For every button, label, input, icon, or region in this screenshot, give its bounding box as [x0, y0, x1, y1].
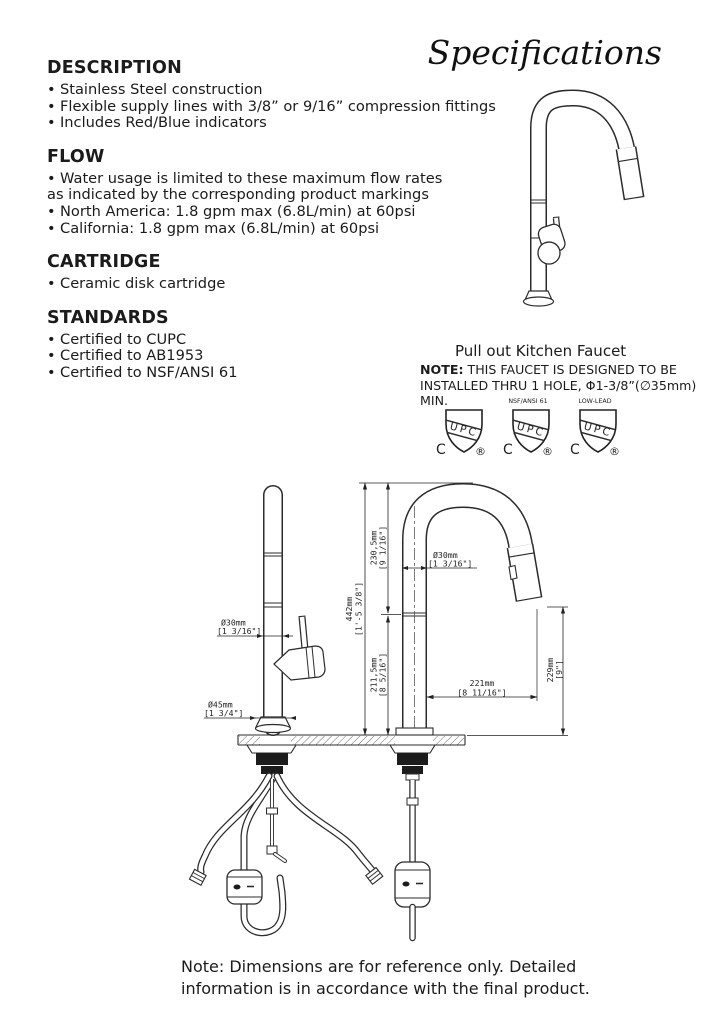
svg-text:[9"]: [9"] [554, 660, 564, 680]
section-flow [47, 146, 487, 237]
upc-shield-icon [436, 406, 486, 456]
spec-text-column [47, 57, 496, 394]
description-item [47, 115, 487, 132]
bullet-glyph: • [47, 97, 56, 115]
standards-item-text: Certified to CUPC [60, 330, 187, 348]
upc-badge [436, 397, 486, 460]
flow-heading: FLOW [47, 146, 105, 167]
standards-item-text: Certified to AB1953 [60, 347, 204, 365]
bullet-glyph: • [47, 219, 56, 237]
upc-shield-icon [570, 406, 620, 456]
page-title: Specifications [427, 33, 662, 72]
countertop-deck [238, 735, 465, 745]
flow-item [47, 171, 487, 188]
svg-text:211,5mm: 211,5mm [368, 657, 379, 693]
svg-text:[1 3/4"]: [1 3/4"] [204, 708, 244, 718]
flow-item [47, 204, 487, 221]
footer-note [181, 956, 590, 999]
section-cartridge [47, 251, 487, 293]
faucet-illustration [485, 88, 665, 316]
svg-text:®: ® [542, 445, 553, 456]
description-item [47, 82, 487, 99]
description-item-text: Stainless Steel construction [60, 81, 263, 98]
svg-text:C: C [436, 442, 446, 456]
bullet-glyph: • [47, 114, 56, 132]
upc-nsf-badge [503, 397, 553, 460]
bullet-glyph: • [47, 275, 56, 293]
flow-item-text: Water usage is limited to these maximum flow rates [60, 169, 443, 187]
svg-text:UPC: UPC [515, 420, 547, 440]
certification-badges [436, 397, 620, 460]
cartridge-item [47, 276, 487, 293]
install-note-line1: THIS FAUCET IS DESIGNED TO BE [467, 362, 677, 377]
bullet-glyph: • [47, 202, 56, 220]
description-heading: DESCRIPTION [47, 58, 182, 78]
badge-label: LOW-LEAD [578, 398, 612, 405]
cartridge-item-text: Ceramic disk cartridge [60, 275, 226, 293]
standards-item [47, 332, 487, 349]
description-item [47, 97, 496, 116]
svg-text:221mm: 221mm [469, 678, 495, 688]
bullet-glyph: • [47, 81, 56, 98]
svg-text:UPC: UPC [448, 420, 480, 440]
install-note-label: NOTE: [420, 362, 464, 377]
flow-item-text: North America: 1.8 gpm max (6.8L/min) at 60psi [60, 202, 416, 220]
svg-text:®: ® [609, 445, 620, 456]
svg-text:[1'-5 3/8"]: [1'-5 3/8"] [353, 581, 364, 637]
footer-note-line1: Note: Dimensions are for reference only. Detailed [181, 957, 577, 976]
svg-text:[1 3/16"]: [1 3/16"] [217, 626, 262, 636]
install-note-line2: INSTALLED THRU 1 HOLE, Φ1-3/8”(∅35mm) MIN. [420, 377, 697, 408]
bullet-glyph: • [47, 347, 56, 365]
standards-item-text: Certified to NSF/ANSI 61 [60, 363, 238, 381]
faucet-front-view [256, 495, 326, 733]
bullet-glyph: • [47, 330, 56, 348]
supply-lines-left [189, 745, 382, 933]
badge-label [436, 397, 486, 406]
svg-text:[8 11/16"]: [8 11/16"] [457, 687, 507, 698]
upc-shield-icon [503, 406, 553, 456]
svg-text:229mm: 229mm [545, 657, 555, 683]
svg-text:C: C [503, 442, 513, 456]
svg-text:C: C [570, 442, 580, 456]
svg-text:[9 1/16"]: [9 1/16"] [377, 525, 388, 571]
svg-text:Ø30mm: Ø30mm [433, 550, 458, 560]
bullet-glyph: • [47, 363, 56, 381]
standards-heading: STANDARDS [47, 307, 169, 328]
flow-item-continuation: as indicated by the corresponding product markings [47, 186, 429, 204]
upc-lowlead-badge [570, 397, 620, 460]
svg-text:442mm: 442mm [344, 596, 354, 622]
product-label: Pull out Kitchen Faucet [455, 342, 627, 360]
section-description [47, 57, 496, 132]
supply-line-right [390, 745, 435, 938]
svg-text:[1 3/16"]: [1 3/16"] [428, 558, 473, 569]
bullet-glyph: • [47, 169, 56, 187]
svg-text:®: ® [475, 445, 486, 456]
badge-label: NSF/ANSI 61 [508, 398, 548, 405]
description-item-text: Flexible supply lines with 3/8” or 9/16” compression fittings [60, 97, 496, 115]
svg-text:Ø45mm: Ø45mm [208, 699, 233, 710]
faucet-side-view [396, 496, 542, 736]
svg-text:UPC: UPC [582, 420, 614, 440]
svg-text:230,5mm: 230,5mm [368, 530, 379, 566]
flow-item [47, 221, 487, 238]
dimension-drawing [175, 468, 675, 960]
svg-text:Ø30mm: Ø30mm [221, 617, 246, 628]
cartridge-heading: CARTRIDGE [47, 252, 161, 273]
svg-text:[8 5/16"]: [8 5/16"] [377, 652, 388, 698]
description-item-text: Includes Red/Blue indicators [60, 114, 267, 132]
flow-item-text: California: 1.8 gpm max (6.8L/min) at 60psi [60, 219, 380, 237]
footer-note-line2: information is in accordance with the final product. [181, 978, 590, 998]
